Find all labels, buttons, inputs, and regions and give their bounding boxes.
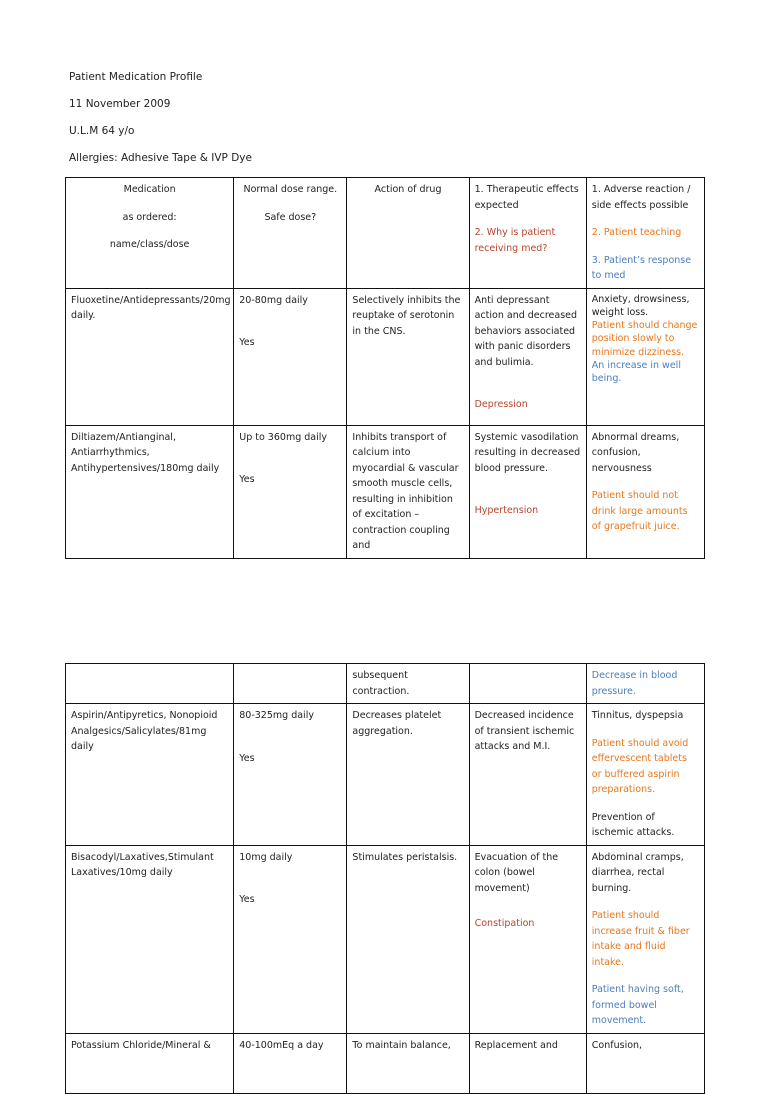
med-name: Aspirin/Antipyretics, Nonopioid Analgesics/Salicylates/81mg daily bbox=[66, 704, 234, 846]
med-name: Potassium Chloride/Mineral & bbox=[66, 1033, 234, 1093]
med-effect bbox=[469, 845, 586, 1033]
header-adverse-1: 1. Adverse reaction / side effects possible bbox=[591, 184, 691, 211]
med-adverse: Confusion, bbox=[586, 1033, 704, 1093]
med-effect: Replacement and bbox=[469, 1033, 586, 1093]
table-row bbox=[66, 425, 705, 558]
med-action: Decreases platelet aggregation. bbox=[347, 704, 469, 846]
adverse-effects: Abnormal dreams, confusion, nervousness bbox=[591, 431, 680, 474]
header-therapeutic bbox=[469, 178, 586, 289]
adverse-effects: Anxiety, drowsiness, weight loss. bbox=[591, 293, 690, 318]
header-medication bbox=[66, 178, 234, 289]
dose-range: 80-325mg daily bbox=[239, 710, 314, 721]
med-action: Stimulates peristalsis. bbox=[347, 845, 469, 1033]
header-therapeutic-1: 1. Therapeutic effects expected bbox=[474, 184, 579, 211]
patient-teaching: Patient should not drink large amounts of grapefruit juice. bbox=[591, 490, 688, 532]
med-action: Selectively inhibits the reuptake of serotonin in the CNS. bbox=[347, 288, 469, 425]
med-adverse bbox=[586, 704, 704, 846]
table-row-continuation bbox=[66, 664, 705, 704]
dose-range: Up to 360mg daily bbox=[239, 431, 327, 443]
header-adverse-3: 3. Patient’s response to med bbox=[591, 254, 692, 281]
medication-table-page-2 bbox=[65, 663, 705, 1094]
table-row bbox=[66, 1033, 705, 1093]
med-dose bbox=[234, 704, 347, 846]
therapeutic-effect: Anti depressant action and decreased behaviors associated with panic disorders and bulimia. bbox=[474, 294, 578, 368]
med-effect: Decreased incidence of transient ischemic attacks and M.I. bbox=[469, 704, 586, 846]
med-name bbox=[66, 664, 234, 704]
med-dose bbox=[234, 845, 347, 1033]
allergies: Allergies: Adhesive Tape & IVP Dye bbox=[69, 152, 252, 164]
med-name: Bisacodyl/Laxatives,Stimulant Laxatives/10mg daily bbox=[66, 845, 234, 1033]
table-row bbox=[66, 845, 705, 1033]
patient-response: Patient having soft, formed bowel movement. bbox=[591, 984, 684, 1026]
patient-response: Decrease in blood pressure. bbox=[586, 664, 704, 704]
patient-response: Prevention of ischemic attacks. bbox=[591, 811, 675, 838]
reason: Depression bbox=[474, 399, 528, 410]
med-adverse bbox=[586, 845, 704, 1033]
therapeutic-effect: Systemic vasodilation resulting in decreased blood pressure. bbox=[474, 431, 581, 474]
medication-table-page-1 bbox=[65, 177, 705, 559]
patient-teaching: Patient should avoid effervescent tablets or buffered aspirin preparations. bbox=[591, 737, 689, 795]
adverse-effects: Abdominal cramps, diarrhea, rectal burning. bbox=[591, 851, 684, 894]
header-action: Action of drug bbox=[347, 178, 469, 289]
header-medication-line: as ordered: bbox=[122, 211, 177, 223]
med-dose bbox=[234, 288, 347, 425]
header-adverse bbox=[586, 178, 704, 289]
header-medication-line: Medication bbox=[123, 184, 176, 195]
dose-range: 20-80mg daily bbox=[239, 294, 308, 306]
header-dose-line: Safe dose? bbox=[264, 211, 317, 223]
table-header-row bbox=[66, 178, 705, 289]
med-effect bbox=[469, 288, 586, 425]
header-medication-line: name/class/dose bbox=[109, 239, 190, 250]
document-title: Patient Medication Profile bbox=[69, 71, 203, 83]
med-dose: 40-100mEq a day bbox=[234, 1033, 347, 1093]
document-date: 11 November 2009 bbox=[69, 98, 171, 110]
table-row bbox=[66, 288, 705, 425]
med-action: subsequent contraction. bbox=[347, 664, 469, 704]
reason: Hypertension bbox=[474, 505, 539, 516]
safe-dose: Yes bbox=[239, 474, 255, 485]
safe-dose: Yes bbox=[239, 337, 255, 348]
header-dose-line: Normal dose range. bbox=[243, 184, 338, 195]
header-adverse-2: 2. Patient teaching bbox=[591, 227, 682, 238]
patient-info: U.L.M 64 y/o bbox=[69, 125, 135, 137]
table-row bbox=[66, 704, 705, 846]
med-action: To maintain balance, bbox=[347, 1033, 469, 1093]
header-dose bbox=[234, 178, 347, 289]
med-name: Fluoxetine/Antidepressants/20mg daily. bbox=[66, 288, 234, 425]
med-action: Inhibits transport of calcium into myocardial & vascular smooth muscle cells, resulting in inhibition of excitation – contraction coupling and bbox=[347, 425, 469, 558]
med-effect bbox=[469, 664, 586, 704]
med-effect bbox=[469, 425, 586, 558]
header-therapeutic-2: 2. Why is patient receiving med? bbox=[474, 227, 556, 254]
med-dose bbox=[234, 664, 347, 704]
patient-teaching: Patient should increase fruit & fiber intake and fluid intake. bbox=[591, 910, 690, 968]
med-dose bbox=[234, 425, 347, 558]
patient-response: An increase in well being. bbox=[591, 359, 681, 385]
med-name: Diltiazem/Antianginal, Antiarrhythmics, Antihypertensives/180mg daily bbox=[66, 425, 234, 558]
dose-range: 10mg daily bbox=[239, 851, 293, 863]
reason: Constipation bbox=[474, 918, 535, 929]
patient-teaching: Patient should change position slowly to minimize dizziness. bbox=[591, 320, 698, 358]
safe-dose: Yes bbox=[239, 894, 255, 905]
therapeutic-effect: Evacuation of the colon (bowel movement) bbox=[474, 851, 559, 894]
med-adverse bbox=[586, 288, 704, 425]
med-adverse bbox=[586, 425, 704, 558]
safe-dose: Yes bbox=[239, 752, 255, 764]
adverse-effects: Tinnitus, dyspepsia bbox=[591, 710, 684, 721]
